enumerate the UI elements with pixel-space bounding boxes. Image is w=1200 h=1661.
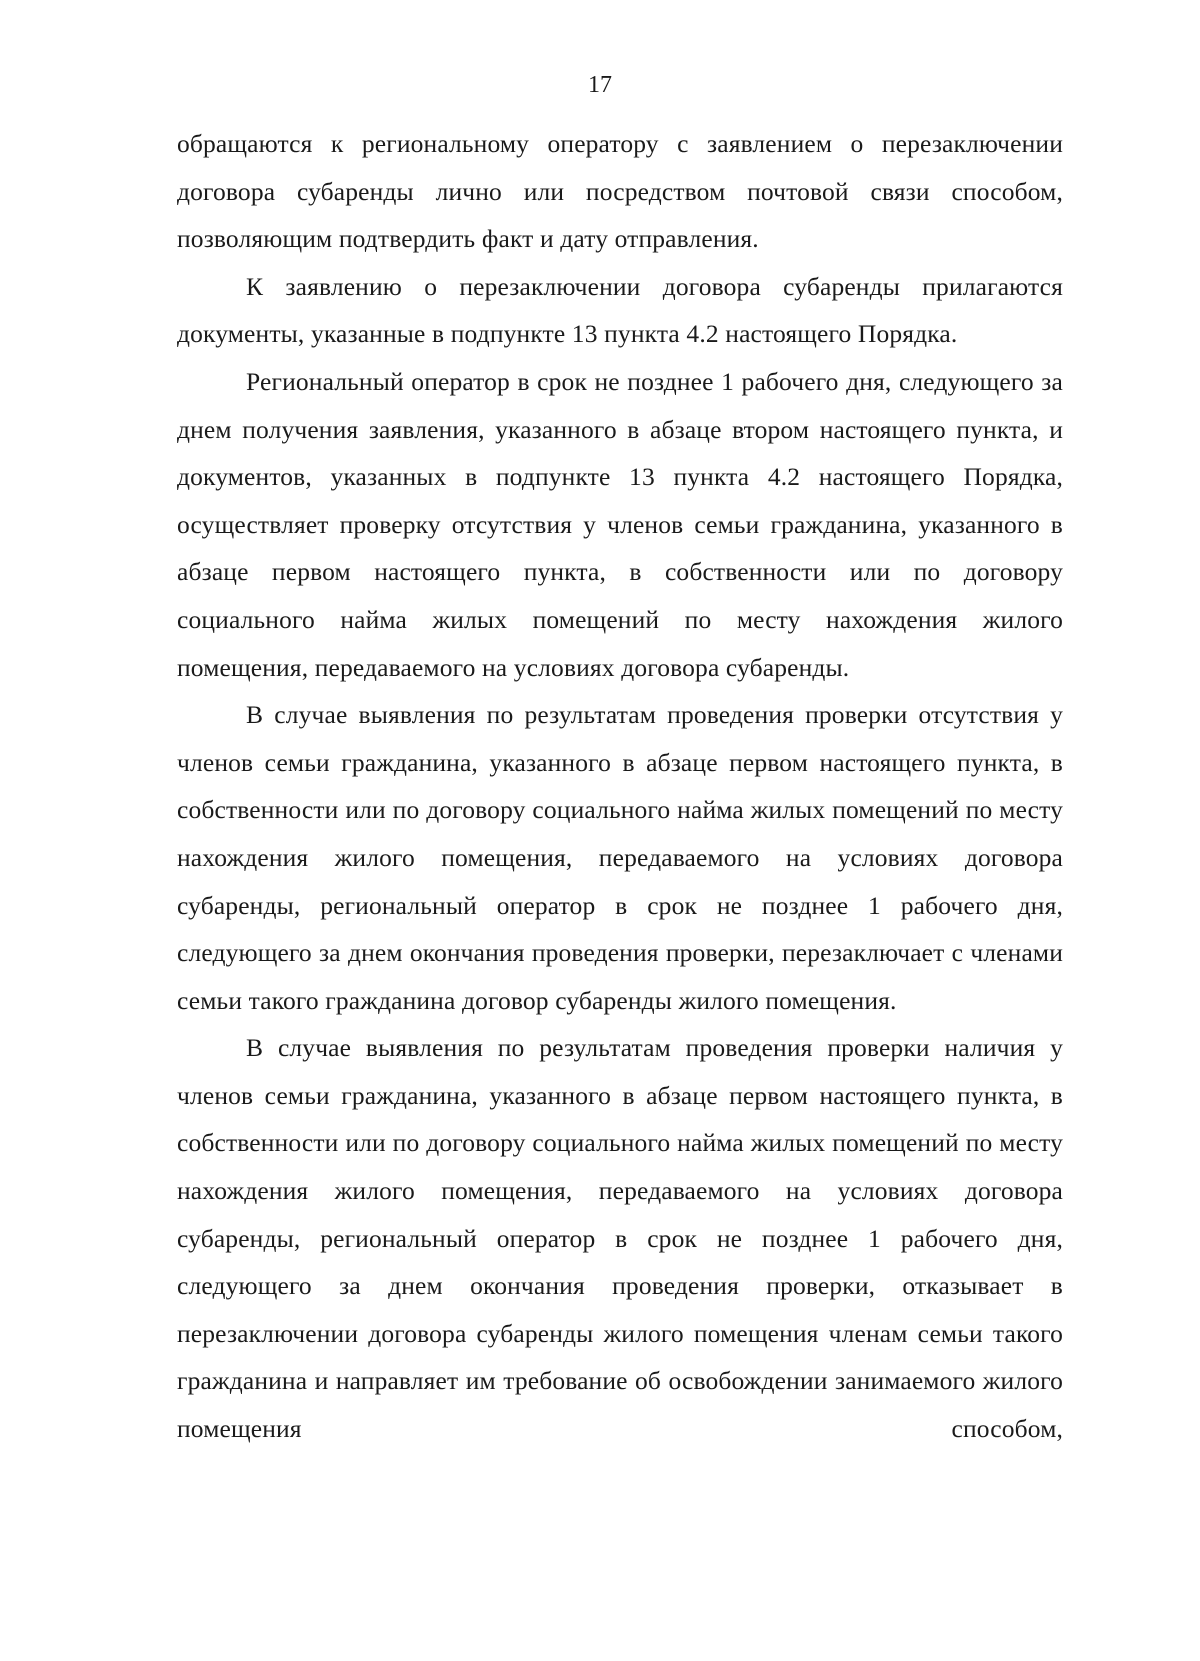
paragraph-refusal-case: В случае выявления по результатам проведения проверки наличия у членов семьи гражданина, указанного в абзаце первом настоящего пункта, в собственности или по договору социального найма жилых помещений по месту нахождения жилого помещения, передаваемого на условиях договора субаренды, региональный оператор в срок не позднее 1 рабочего дня, следующего за днем окончания проведения проверки, отказывает в перезаключении договора субаренды жилого помещения членам семьи такого гражданина и направляет им требование об освобождении занимаемого жилого помещения способом,	[177, 1033, 1063, 1444]
page-number: 17	[588, 72, 612, 98]
paragraph-verification: Региональный оператор в срок не позднее 1 рабочего дня, следующего за днем получения заявления, указанного в абзаце втором настоящего пункта, и документов, указанных в подпункте 13 пункта 4.2 настоящего Порядка, осуществляет проверку отсутствия у членов семьи гражданина, указанного в абзаце первом настоящего пункта, в собственности или по договору социального найма жилых помещений по месту нахождения жилого помещения, передаваемого на условиях договора субаренды.	[177, 366, 1063, 682]
document-body	[177, 120, 1063, 1453]
paragraph-attachments: К заявлению о перезаключении договора субаренды прилагаются документы, указанные в подпункте 13 пункта 4.2 настоящего Порядка.	[177, 271, 1063, 349]
paragraph-renewal-case: В случае выявления по результатам проведения проверки отсутствия у членов семьи гражданина, указанного в абзаце первом настоящего пункта, в собственности или по договору социального найма жилых помещений по месту нахождения жилого помещения, передаваемого на условиях договора субаренды, региональный оператор в срок не позднее 1 рабочего дня, следующего за днем окончания проведения проверки, перезаключает с членами семьи такого гражданина договор субаренды жилого помещения.	[177, 700, 1063, 1015]
paragraph-continuation: обращаются к региональному оператору с заявлением о перезаключении договора субаренды лично или посредством почтовой связи способом, позволяющим подтвердить факт и дату отправления.	[177, 129, 1063, 254]
